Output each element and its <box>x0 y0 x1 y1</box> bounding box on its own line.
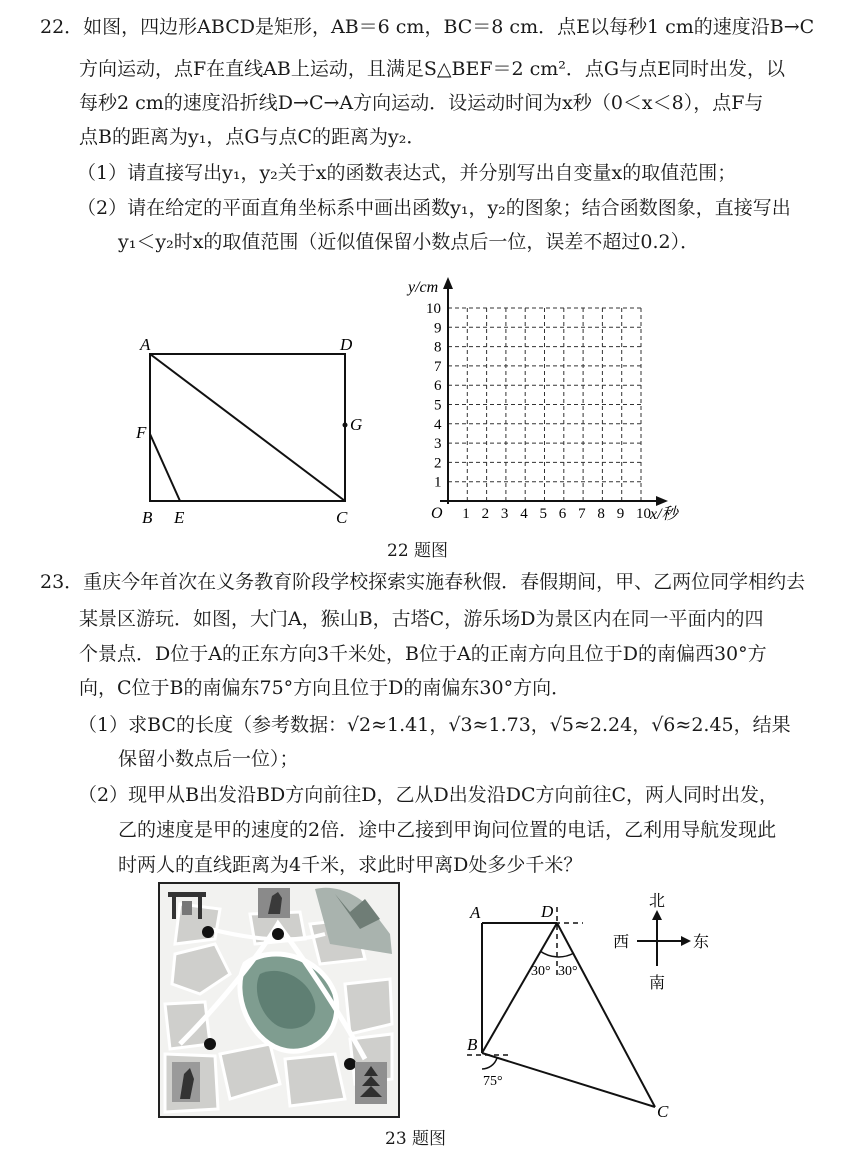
x-axis-label: x/秒 <box>650 506 678 523</box>
q23-part-2: （2）现甲从B出发沿BD方向前往D，乙从D出发沿DC方向前往C，两人同时出发， <box>78 784 779 806</box>
x-tick-label: 7 <box>578 506 586 522</box>
x-tick-label: 3 <box>500 506 509 522</box>
q22-line-2: 方向运动，点F在直线AB上运动，且满足S△BEF＝2 cm²．点G与点E同时出发，以 <box>79 58 785 80</box>
angle-label-right: 30° <box>558 964 578 979</box>
y-tick-label: 2 <box>434 455 442 472</box>
label-f: F <box>136 423 147 442</box>
q22-caption: 22 题图 <box>387 541 449 561</box>
q22-part-2: （2）请在给定的平面直角坐标系中画出函数y₁，y₂的图象；结合函数图象，直接写出 <box>77 197 791 219</box>
q22-part-1: （1）请直接写出y₁，y₂关于x的函数表达式，并分别写出自变量x的取值范围； <box>77 162 737 184</box>
y-axis-label: y/cm <box>408 279 439 296</box>
diagram-label-a: A <box>470 903 481 922</box>
y-tick-labels <box>426 301 442 491</box>
q23-part-1-cont: 保留小数点后一位）； <box>118 748 299 770</box>
label-b: B <box>142 508 153 527</box>
x-tick-label: 9 <box>616 506 625 522</box>
origin-label: O <box>431 505 443 522</box>
q22-line-4: 点B的距离为y₁，点G与点C的距离为y₂． <box>79 126 426 148</box>
y-tick-label: 10 <box>426 301 441 317</box>
q23-line-2: 某景区游玩．如图，大门A，猴山B，古塔C，游乐场D为景区内在同一平面内的四 <box>79 608 764 630</box>
y-tick-label: 1 <box>434 474 442 491</box>
scenic-map-illustration <box>160 884 398 1116</box>
label-g: G <box>350 415 363 434</box>
x-tick-label: 4 <box>520 506 528 522</box>
label-d: D <box>340 335 353 354</box>
x-axis-arrow <box>656 496 668 506</box>
x-tick-label: 8 <box>597 506 605 522</box>
y-tick-label: 6 <box>434 378 442 395</box>
q22-line-1: 22．如图，四边形ABCD是矩形，AB＝6 cm，BC＝8 cm．点E以每秒1 cm的速度沿B→C <box>40 16 815 38</box>
segment-fe <box>150 434 180 501</box>
angle-label-b: 75° <box>483 1074 503 1089</box>
compass-north: 北 <box>649 893 666 910</box>
q23-part-1: （1）求BC的长度（参考数据：√2≈1.41，√3≈1.73，√5≈2.24，√6≈2.45，结果 <box>78 714 791 736</box>
q22-part-2-cont: y₁＜y₂时x的取值范围（近似值保留小数点后一位，误差不超过0.2）． <box>118 231 700 253</box>
y-tick-label: 3 <box>434 436 442 453</box>
label-c: C <box>336 508 348 527</box>
north-arrow-icon <box>652 910 662 920</box>
y-tick-label: 9 <box>434 320 442 337</box>
y-axis-arrow <box>443 277 453 289</box>
angle-label-left: 30° <box>531 964 551 979</box>
east-arrow-icon <box>681 936 691 946</box>
q23-part-2-cont-2: 时两人的直线距离为4千米，求此时甲离D处多少千米？ <box>118 854 583 876</box>
x-tick-label: 5 <box>539 506 547 522</box>
compass-west: 西 <box>613 934 630 951</box>
diagonal-ac <box>150 354 345 501</box>
compass-east: 东 <box>693 934 710 951</box>
label-a: A <box>140 335 151 354</box>
x-tick-label: 6 <box>558 506 567 522</box>
x-tick-label: 10 <box>636 506 651 522</box>
compass-rose <box>605 888 715 1003</box>
diagram-label-b: B <box>467 1035 478 1054</box>
angle-arc-b <box>482 1058 497 1069</box>
q23-line-4: 向，C位于B的南偏东75°方向且位于D的南偏东30°方向． <box>79 677 571 699</box>
y-tick-label: 7 <box>434 358 442 375</box>
q23-line-3: 个景点．D位于A的正东方向3千米处，B位于A的正南方向且位于D的南偏西30°方 <box>79 643 767 665</box>
segment-bc <box>482 1053 655 1107</box>
q23-line-1: 23．重庆今年首次在义务教育阶段学校探索实施春秋假．春假期间，甲、乙两位同学相约去 <box>40 571 806 593</box>
q22-coordinate-grid <box>400 275 690 525</box>
segment-bd <box>482 923 557 1053</box>
compass-south: 南 <box>649 975 666 992</box>
label-e: E <box>174 508 185 527</box>
scenic-area-map <box>158 882 400 1118</box>
diagram-label-c: C <box>657 1102 669 1121</box>
x-tick-label: 2 <box>481 506 490 522</box>
q23-caption: 23 题图 <box>385 1129 447 1149</box>
x-tick-label: 1 <box>462 506 470 522</box>
grid-dashed-lines <box>448 308 641 501</box>
q22-line-3: 每秒2 cm的速度沿折线D→C→A方向运动．设运动时间为x秒（0＜x＜8），点F与 <box>79 92 764 114</box>
point-g <box>343 423 348 428</box>
y-tick-label: 8 <box>434 339 442 356</box>
q22-rectangle-figure <box>130 330 380 530</box>
y-tick-label: 5 <box>434 397 442 414</box>
diagram-label-d: D <box>541 902 554 921</box>
q23-part-2-cont-1: 乙的速度是甲的速度的2倍．途中乙接到甲询问位置的电话，乙利用导航发现此 <box>118 819 777 841</box>
y-tick-label: 4 <box>434 416 442 433</box>
x-tick-labels <box>462 506 651 522</box>
